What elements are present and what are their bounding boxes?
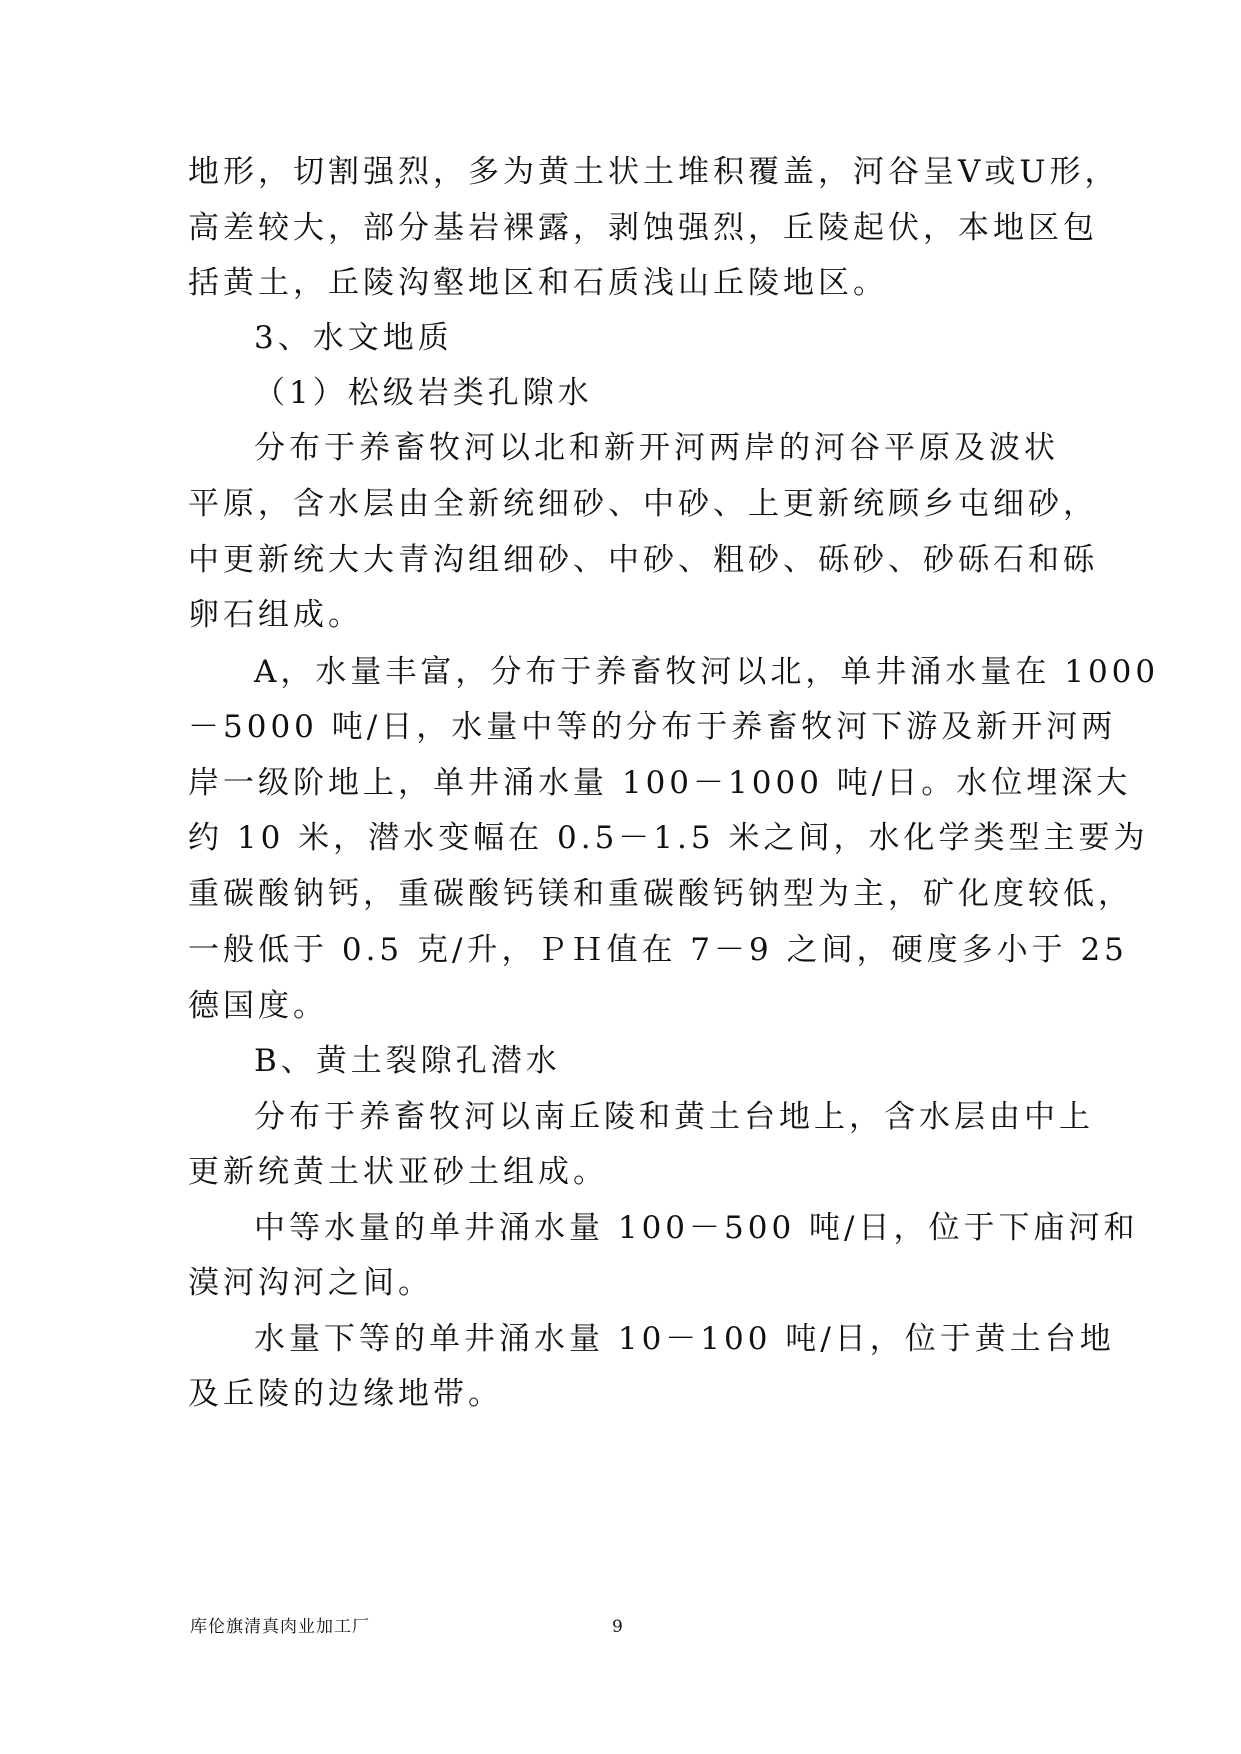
text-line-18: 分布于养畜牧河以南丘陵和黄土台地上，含水层由中上 xyxy=(254,1099,1094,1135)
text-line-14: 重碳酸钠钙，重碳酸钙镁和重碳酸钙钠型为主，矿化度较低， xyxy=(188,876,1133,912)
text-line-8: 中更新统大大青沟组细砂、中砂、粗砂、砾砂、砂砾石和砾 xyxy=(188,542,1098,578)
page-number: 9 xyxy=(612,1617,623,1637)
footer-company-name: 库伦旗清真肉业加工厂 xyxy=(190,1617,370,1637)
text-line-22: 水量下等的单井涌水量 10－100 吨/日，位于黄土台地 xyxy=(254,1321,1115,1357)
text-line-21: 漠河沟河之间。 xyxy=(188,1265,433,1301)
text-line-20: 中等水量的单井涌水量 100－500 吨/日，位于下庙河和 xyxy=(254,1210,1139,1246)
text-line-1: 地形，切割强烈，多为黄土状土堆积覆盖，河谷呈V或U形， xyxy=(188,154,1120,190)
subsection-heading-b: B、黄土裂隙孔潜水 xyxy=(254,1043,561,1079)
text-line-19: 更新统黄土状亚砂土组成。 xyxy=(188,1154,608,1190)
text-line-7: 平原，含水层由全新统细砂、中砂、上更新统顾乡屯细砂， xyxy=(188,486,1098,522)
text-line-15: 一般低于 0.5 克/升，ＰＨ值在 7－9 之间，硬度多小于 25 xyxy=(188,932,1128,968)
text-line-23: 及丘陵的边缘地带。 xyxy=(188,1376,503,1412)
text-line-2: 高差较大，部分基岩裸露，剥蚀强烈，丘陵起伏，本地区包 xyxy=(188,210,1098,246)
text-line-3: 括黄土，丘陵沟壑地区和石质浅山丘陵地区。 xyxy=(188,265,888,301)
text-line-11: －5000 吨/日，水量中等的分布于养畜牧河下游及新开河两 xyxy=(188,709,1117,745)
section-heading-hydrogeology: 3、水文地质 xyxy=(254,320,453,356)
text-line-10: A，水量丰富，分布于养畜牧河以北，单井涌水量在 1000 xyxy=(254,654,1160,690)
text-line-9: 卵石组成。 xyxy=(188,597,363,633)
text-line-12: 岸一级阶地上，单井涌水量 100－1000 吨/日。水位埋深大 xyxy=(188,765,1132,801)
text-line-13: 约 10 米，潜水变幅在 0.5－1.5 米之间，水化学类型主要为 xyxy=(188,820,1149,856)
subsection-heading-1: （1）松级岩类孔隙水 xyxy=(254,375,593,411)
text-line-16: 德国度。 xyxy=(188,988,328,1024)
text-line-6: 分布于养畜牧河以北和新开河两岸的河谷平原及波状 xyxy=(254,430,1059,466)
